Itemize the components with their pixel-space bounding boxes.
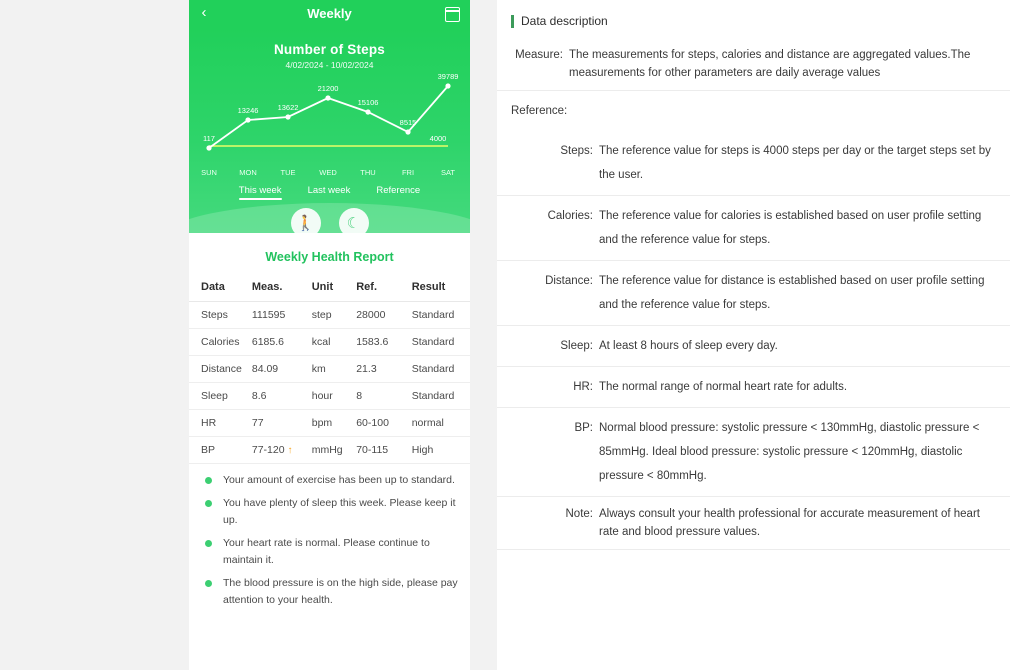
cell-meas: 84.09 (251, 363, 279, 375)
table-row (189, 437, 470, 464)
measure-key: Measure: (515, 49, 563, 61)
item-value: The reference value for distance is established based on user profile setting and the reference value for steps. (599, 275, 985, 311)
steps-chart (189, 28, 470, 233)
data-point (285, 114, 290, 119)
legend-last-week[interactable]: Last week (307, 185, 351, 196)
cell-data: BP (201, 444, 216, 456)
point-label: 8515 (399, 118, 417, 127)
phone-header (189, 0, 470, 28)
this-week-series (209, 86, 448, 148)
description-item-hr (497, 367, 1010, 408)
item-value: The reference value for calories is established based on user profile setting and the reference value for steps. (599, 210, 982, 246)
list-item (201, 575, 458, 609)
report-title: Weekly Health Report (189, 233, 470, 276)
bullet-dot-icon (205, 477, 212, 484)
cell-meas-value: 77-120 (251, 444, 285, 456)
cell-data: Steps (201, 309, 228, 321)
description-item-steps (497, 131, 1010, 196)
bullet-dot-icon (205, 580, 212, 587)
list-item (201, 535, 458, 569)
chart-legend (189, 185, 470, 200)
cell-unit: kcal (311, 336, 331, 348)
cell-ref: 1583.6 (356, 336, 389, 348)
description-item-note (497, 497, 1010, 550)
x-tick: SAT (440, 168, 456, 177)
item-value: Normal blood pressure: systolic pressure < 130mmHg, diastolic pressure < 85mmHg. Ideal blood pressure: systolic pressure < 120mmHg, diastolic pressure < 80mmHg. (599, 422, 980, 482)
description-measure-row (497, 38, 1010, 91)
cell-data: Calories (201, 336, 240, 348)
item-value: The reference value for steps is 4000 steps per day or the target steps set by the user. (599, 145, 991, 181)
health-report-table (189, 276, 470, 464)
cell-ref: 70-115 (356, 444, 389, 456)
note-text: The blood pressure is on the high side, please pay attention to your health. (223, 577, 458, 606)
moon-sleep-icon[interactable]: ☾ (339, 208, 369, 233)
point-label: 21200 (317, 84, 339, 93)
table-row (189, 383, 470, 410)
cell-ref: 21.3 (356, 363, 377, 375)
item-value: The normal range of normal heart rate for adults. (599, 381, 848, 393)
cell-data: HR (201, 417, 217, 429)
item-key: Distance: (545, 275, 593, 287)
cell-meas: 77 (251, 417, 264, 429)
item-value: At least 8 hours of sleep every day. (599, 340, 778, 352)
measure-value: The measurements for steps, calories and distance are aggregated values.The measurements for other parameters are daily average values (569, 49, 971, 79)
x-tick: THU (360, 168, 376, 177)
phone-title: Weekly (307, 6, 352, 21)
col-header-ref: Ref. (356, 281, 377, 293)
cell-ref: 60-100 (356, 417, 389, 429)
legend-this-week[interactable]: This week (239, 185, 282, 200)
item-key: Sleep: (560, 340, 593, 352)
x-tick: FRI (401, 168, 415, 177)
description-header (497, 0, 1010, 38)
cell-meas: 8.6 (251, 390, 267, 402)
arrow-up-icon: ↑ (287, 445, 293, 456)
cell-ref: 8 (356, 390, 363, 402)
description-item-bp (497, 408, 1010, 497)
col-header-meas: Meas. (251, 281, 283, 293)
x-tick: SUN (201, 168, 217, 177)
col-header-unit: Unit (311, 281, 334, 293)
col-header-data: Data (201, 281, 225, 293)
data-point (206, 145, 211, 150)
point-label: 13246 (237, 106, 259, 115)
col-header-result: Result (411, 281, 446, 293)
item-key: Steps: (560, 145, 593, 157)
item-key: Note: (565, 508, 593, 520)
walking-icon[interactable]: 🚶 (291, 208, 321, 233)
cell-unit: mmHg (311, 444, 343, 456)
cell-data: Sleep (201, 390, 228, 402)
cell-result: Standard (411, 336, 455, 348)
reference-value-label: 4000 (429, 134, 447, 143)
item-key: Calories: (547, 210, 593, 222)
calendar-icon[interactable] (445, 7, 460, 22)
cell-unit: bpm (311, 417, 333, 429)
x-tick: MON (239, 168, 257, 177)
cell-result: High (411, 444, 434, 456)
cell-ref: 28000 (356, 309, 386, 321)
data-point (445, 83, 450, 88)
description-item-calories (497, 196, 1010, 261)
item-value: Always consult your health professional for accurate measurement of heart rate and blood pressure values. (599, 508, 980, 538)
chevron-left-icon[interactable]: ‹ (201, 4, 207, 21)
description-item-sleep (497, 326, 1010, 367)
bullet-dot-icon (205, 540, 212, 547)
table-row (189, 329, 470, 356)
point-label: 117 (203, 134, 215, 143)
table-row (189, 302, 470, 329)
list-item (201, 472, 458, 489)
reference-key: Reference: (511, 105, 568, 117)
point-label: 13622 (277, 103, 299, 112)
cell-unit: hour (311, 390, 333, 402)
cell-result: Standard (411, 390, 455, 402)
cell-unit: km (311, 363, 326, 375)
cell-meas (252, 437, 312, 464)
reference-value (569, 99, 996, 123)
data-description-panel (497, 0, 1010, 670)
cell-result: Standard (411, 309, 455, 321)
accent-bar (511, 15, 514, 28)
cell-unit: step (311, 309, 332, 321)
point-label: 39789 (437, 72, 459, 81)
description-reference-row (497, 91, 1010, 131)
phone-panel (189, 0, 470, 670)
table-row (189, 356, 470, 383)
data-point (405, 129, 410, 134)
note-text: Your heart rate is normal. Please continue to maintain it. (223, 537, 430, 566)
data-point (245, 117, 250, 122)
notes-list (189, 464, 470, 625)
item-key: BP: (574, 422, 593, 434)
chart-x-axis (189, 168, 470, 182)
table-row (189, 410, 470, 437)
legend-reference[interactable]: Reference (376, 185, 421, 196)
note-text: Your amount of exercise has been up to standard. (223, 474, 455, 486)
data-point (365, 109, 370, 114)
note-text: You have plenty of sleep this week. Please keep it up. (223, 497, 456, 526)
chart-title: Number of Steps (273, 42, 385, 57)
chart-date-range: 4/02/2024 - 10/02/2024 (285, 60, 374, 70)
point-label: 15106 (357, 98, 379, 107)
cell-data: Distance (201, 363, 242, 375)
table-header-row (189, 276, 470, 302)
x-tick: TUE (280, 168, 296, 177)
item-key: HR: (573, 381, 593, 393)
description-title: Data description (521, 14, 608, 28)
cell-meas: 111595 (251, 309, 286, 321)
cell-meas: 6185.6 (251, 336, 284, 348)
description-item-distance (497, 261, 1010, 326)
data-point (325, 95, 330, 100)
chart-plot (189, 72, 470, 168)
bullet-dot-icon (205, 500, 212, 507)
x-tick: WED (319, 168, 337, 177)
cell-result: Standard (411, 363, 455, 375)
cell-result: normal (411, 417, 444, 429)
list-item (201, 495, 458, 529)
